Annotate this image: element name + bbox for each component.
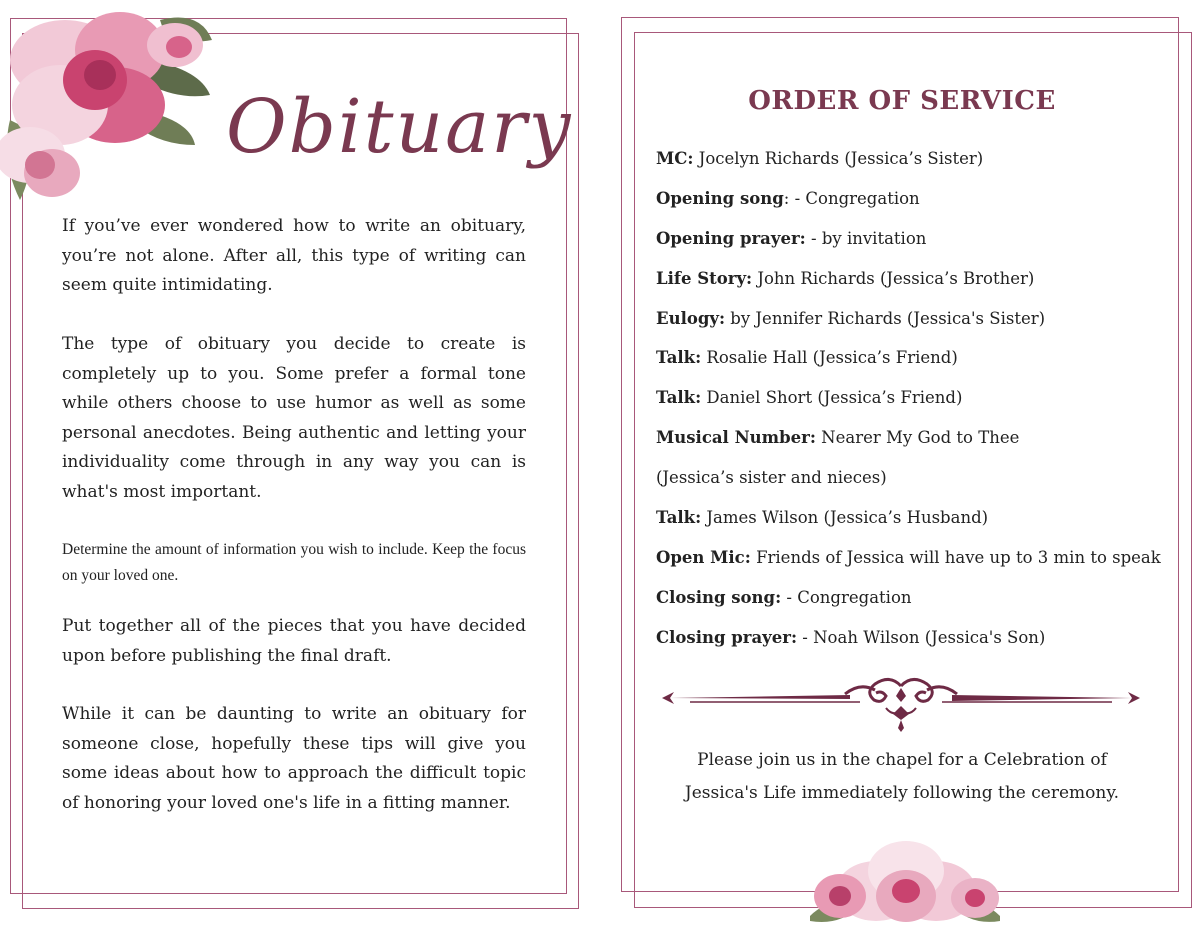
service-item-label: Closing song:: [656, 587, 782, 607]
service-item-label: Opening prayer:: [656, 228, 806, 248]
service-item-text: Rosalie Hall (Jessica’s Friend): [701, 348, 958, 368]
service-item-text: James Wilson (Jessica’s Husband): [701, 508, 989, 528]
obituary-paragraph: If you’ve ever wondered how to write an obituary, you’re not alone. After all, this type of writing can seem quite intimidating.: [62, 216, 526, 295]
service-item: [656, 224, 1176, 264]
service-item: [656, 144, 1176, 184]
service-item-text: John Richards (Jessica’s Brother): [752, 268, 1035, 288]
service-program-list: [656, 144, 1176, 663]
service-item-label: Musical Number:: [656, 428, 816, 448]
service-item: [656, 583, 1176, 623]
service-item-label: Closing prayer:: [656, 627, 798, 647]
service-item-text: : - Congregation: [783, 188, 920, 208]
obituary-paragraph: The type of obituary you decide to create is completely up to you. Some prefer a formal tone while others choose to use humor as well as some personal anecdotes. Being authentic and letting your individuality come through in any way you can is what's most important.: [62, 334, 526, 502]
service-item-label: Talk:: [656, 508, 702, 528]
service-item-text: - by invitation: [805, 228, 927, 248]
service-item-label: Open Mic:: [656, 547, 751, 567]
closing-note: [634, 744, 1170, 810]
closing-note-line: Jessica's Life immediately following the ceremony.: [684, 783, 1120, 803]
service-item: [656, 184, 1176, 224]
service-item-text: - Congregation: [781, 587, 912, 607]
pink-flowers-icon: [0, 0, 215, 218]
service-item: [656, 304, 1176, 344]
service-item-text: (Jessica’s sister and nieces): [656, 468, 887, 488]
service-item: [656, 264, 1176, 304]
pink-flowers-icon: [800, 836, 1012, 927]
service-item: [656, 423, 1176, 463]
order-of-service-title: ORDER OF SERVICE: [748, 86, 1056, 116]
service-item-label: Opening song: [656, 188, 784, 208]
flourish-divider-icon: [660, 676, 1142, 734]
obituary-paragraph: While it can be daunting to write an obituary for someone close, hopefully these tips will give you some ideas about how to approach the difficult topic of honoring your loved one's life in a fitting manner.: [62, 704, 526, 813]
service-item-text: Daniel Short (Jessica’s Friend): [701, 388, 963, 408]
obituary-title: Obituary: [226, 84, 573, 170]
obituary-paragraph: Determine the amount of information you wish to include. Keep the focus on your loved one.: [62, 541, 526, 584]
service-item-text: Friends of Jessica will have up to 3 min to speak: [750, 547, 1161, 567]
service-item: [656, 543, 1176, 583]
obituary-paragraph: Put together all of the pieces that you have decided upon before publishing the final draft.: [62, 616, 526, 666]
service-item: [656, 503, 1176, 543]
service-item-label: MC:: [656, 149, 694, 168]
closing-note-line: Please join us in the chapel for a Celebration of: [697, 750, 1107, 770]
service-item: [656, 463, 1176, 503]
service-item-label: Talk:: [656, 348, 702, 368]
service-item-label: Life Story:: [656, 268, 753, 288]
service-item: [656, 343, 1176, 383]
service-item: [656, 623, 1176, 663]
service-item-text: Jocelyn Richards (Jessica’s Sister): [693, 149, 984, 168]
service-item-label: Talk:: [656, 388, 702, 408]
service-item-text: by Jennifer Richards (Jessica's Sister): [725, 308, 1046, 328]
service-item-text: Nearer My God to Thee: [815, 428, 1020, 448]
service-item-text: - Noah Wilson (Jessica's Son): [797, 627, 1046, 647]
service-item-label: Eulogy:: [656, 308, 726, 328]
service-item: [656, 383, 1176, 423]
